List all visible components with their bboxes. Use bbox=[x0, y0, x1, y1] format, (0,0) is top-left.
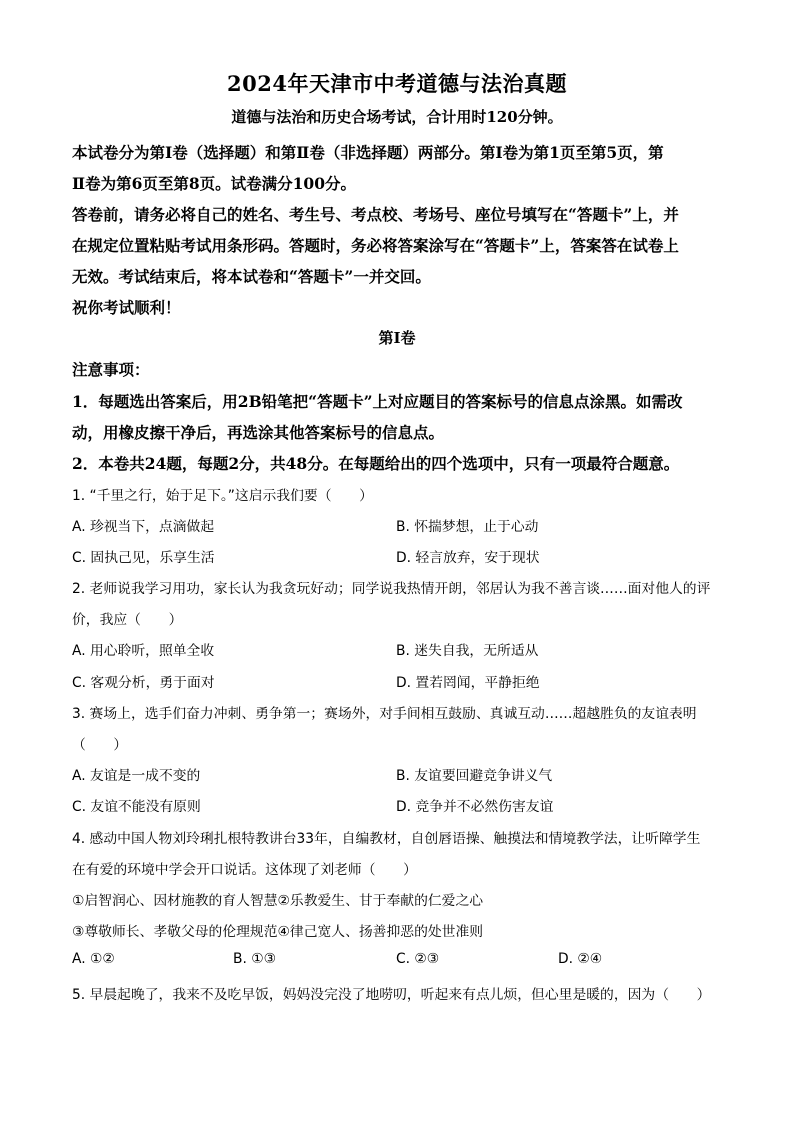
intro-line-3: 答卷前，请务必将自己的姓名、考生号、考点校、考场号、座位号填写在“答题卡”上，并 bbox=[72, 205, 679, 224]
notes-title: 注意事项： bbox=[72, 360, 150, 379]
section-heading: 第Ⅰ卷 bbox=[378, 329, 416, 347]
question-4-option-d: D. ②④ bbox=[558, 951, 603, 967]
question-3-stem-line-1: 3. 赛场上，选手们奋力冲刺、勇争第一；赛场外，对手间相互鼓励、真诚互动……超越胜负的友谊表明 bbox=[72, 706, 697, 722]
note-1-line-2: 动，用橡皮擦干净后，再选涂其他答案标号的信息点。 bbox=[72, 423, 445, 442]
question-2-option-c: C. 客观分析，勇于面对 bbox=[72, 675, 215, 691]
question-4-stem-line-2: 在有爱的环境中学会开口说话。这体现了刘老师（ ） bbox=[72, 862, 417, 878]
note-1-line-1: 1．每题选出答案后，用2B铅笔把“答题卡”上对应题目的答案标号的信息点涂黑。如需改 bbox=[72, 392, 683, 411]
question-4-stem-line-1: 4. 感动中国人物刘玲琍扎根特教讲台33年，自编教材，自创唇语操、触摸法和情境教学法，让听障学生 bbox=[72, 831, 701, 847]
intro-line-1: 本试卷分为第Ⅰ卷（选择题）和第Ⅱ卷（非选择题）两部分。第Ⅰ卷为第1页至第5页，第 bbox=[72, 143, 664, 162]
question-2-option-a: A. 用心聆听，照单全收 bbox=[72, 643, 215, 659]
exam-subtitle: 道德与法治和历史合场考试，合计用时120分钟。 bbox=[231, 108, 563, 126]
question-2-option-d: D. 置若罔闻，平静拒绝 bbox=[396, 675, 540, 691]
question-3-option-d: D. 竞争并不必然伤害友谊 bbox=[396, 799, 554, 815]
question-4-item-line-2: ③尊敬师长、孝敬父母的伦理规范④律己宽人、扬善抑恶的处世准则 bbox=[72, 924, 484, 940]
intro-line-6: 祝你考试顺利！ bbox=[72, 298, 181, 317]
question-1-option-a: A. 珍视当下，点滴做起 bbox=[72, 519, 215, 535]
question-2-stem-line-2: 价，我应（ ） bbox=[72, 612, 183, 628]
question-3-stem-line-2: （ ） bbox=[72, 737, 128, 753]
question-3-option-c: C. 友谊不能没有原则 bbox=[72, 799, 201, 815]
question-4-option-a: A. ①② bbox=[72, 951, 115, 967]
page-title: 2024年天津市中考道德与法治真题 bbox=[227, 71, 567, 96]
question-4-item-line-1: ①启智润心、因材施教的育人智慧②乐教爱生、甘于奉献的仁爱之心 bbox=[72, 893, 484, 909]
intro-line-2: Ⅱ卷为第6页至第8页。试卷满分100分。 bbox=[72, 174, 356, 193]
question-4-option-b: B. ①③ bbox=[233, 951, 276, 967]
question-4-option-c: C. ②③ bbox=[396, 951, 440, 967]
question-2-option-b: B. 迷失自我，无所适从 bbox=[396, 643, 539, 659]
question-2-stem-line-1: 2. 老师说我学习用功，家长认为我贪玩好动；同学说我热情开朗，邻居认为我不善言谈……面对他人的评 bbox=[72, 581, 711, 597]
intro-line-5: 无效。考试结束后，将本试卷和“答题卡”一并交回。 bbox=[72, 267, 431, 286]
question-1-option-d: D. 轻言放弃，安于现状 bbox=[396, 550, 540, 566]
question-3-option-b: B. 友谊要回避竞争讲义气 bbox=[396, 768, 553, 784]
question-1-option-b: B. 怀揣梦想，止于心动 bbox=[396, 519, 539, 535]
question-5-stem: 5. 早晨起晚了，我来不及吃早饭，妈妈没完没了地唠叨，听起来有点儿烦，但心里是暖的，因为（ ） bbox=[72, 987, 711, 1003]
question-1-stem: 1. “千里之行，始于足下。”这启示我们要（ ） bbox=[72, 488, 373, 504]
question-1-option-c: C. 固执己见，乐享生活 bbox=[72, 550, 215, 566]
note-2: 2．本卷共24题，每题2分，共48分。在每题给出的四个选项中，只有一项最符合题意。 bbox=[72, 454, 680, 473]
intro-line-4: 在规定位置粘贴考试用条形码。答题时，务必将答案涂写在“答题卡”上，答案答在试卷上 bbox=[72, 236, 679, 255]
question-3-option-a: A. 友谊是一成不变的 bbox=[72, 768, 201, 784]
